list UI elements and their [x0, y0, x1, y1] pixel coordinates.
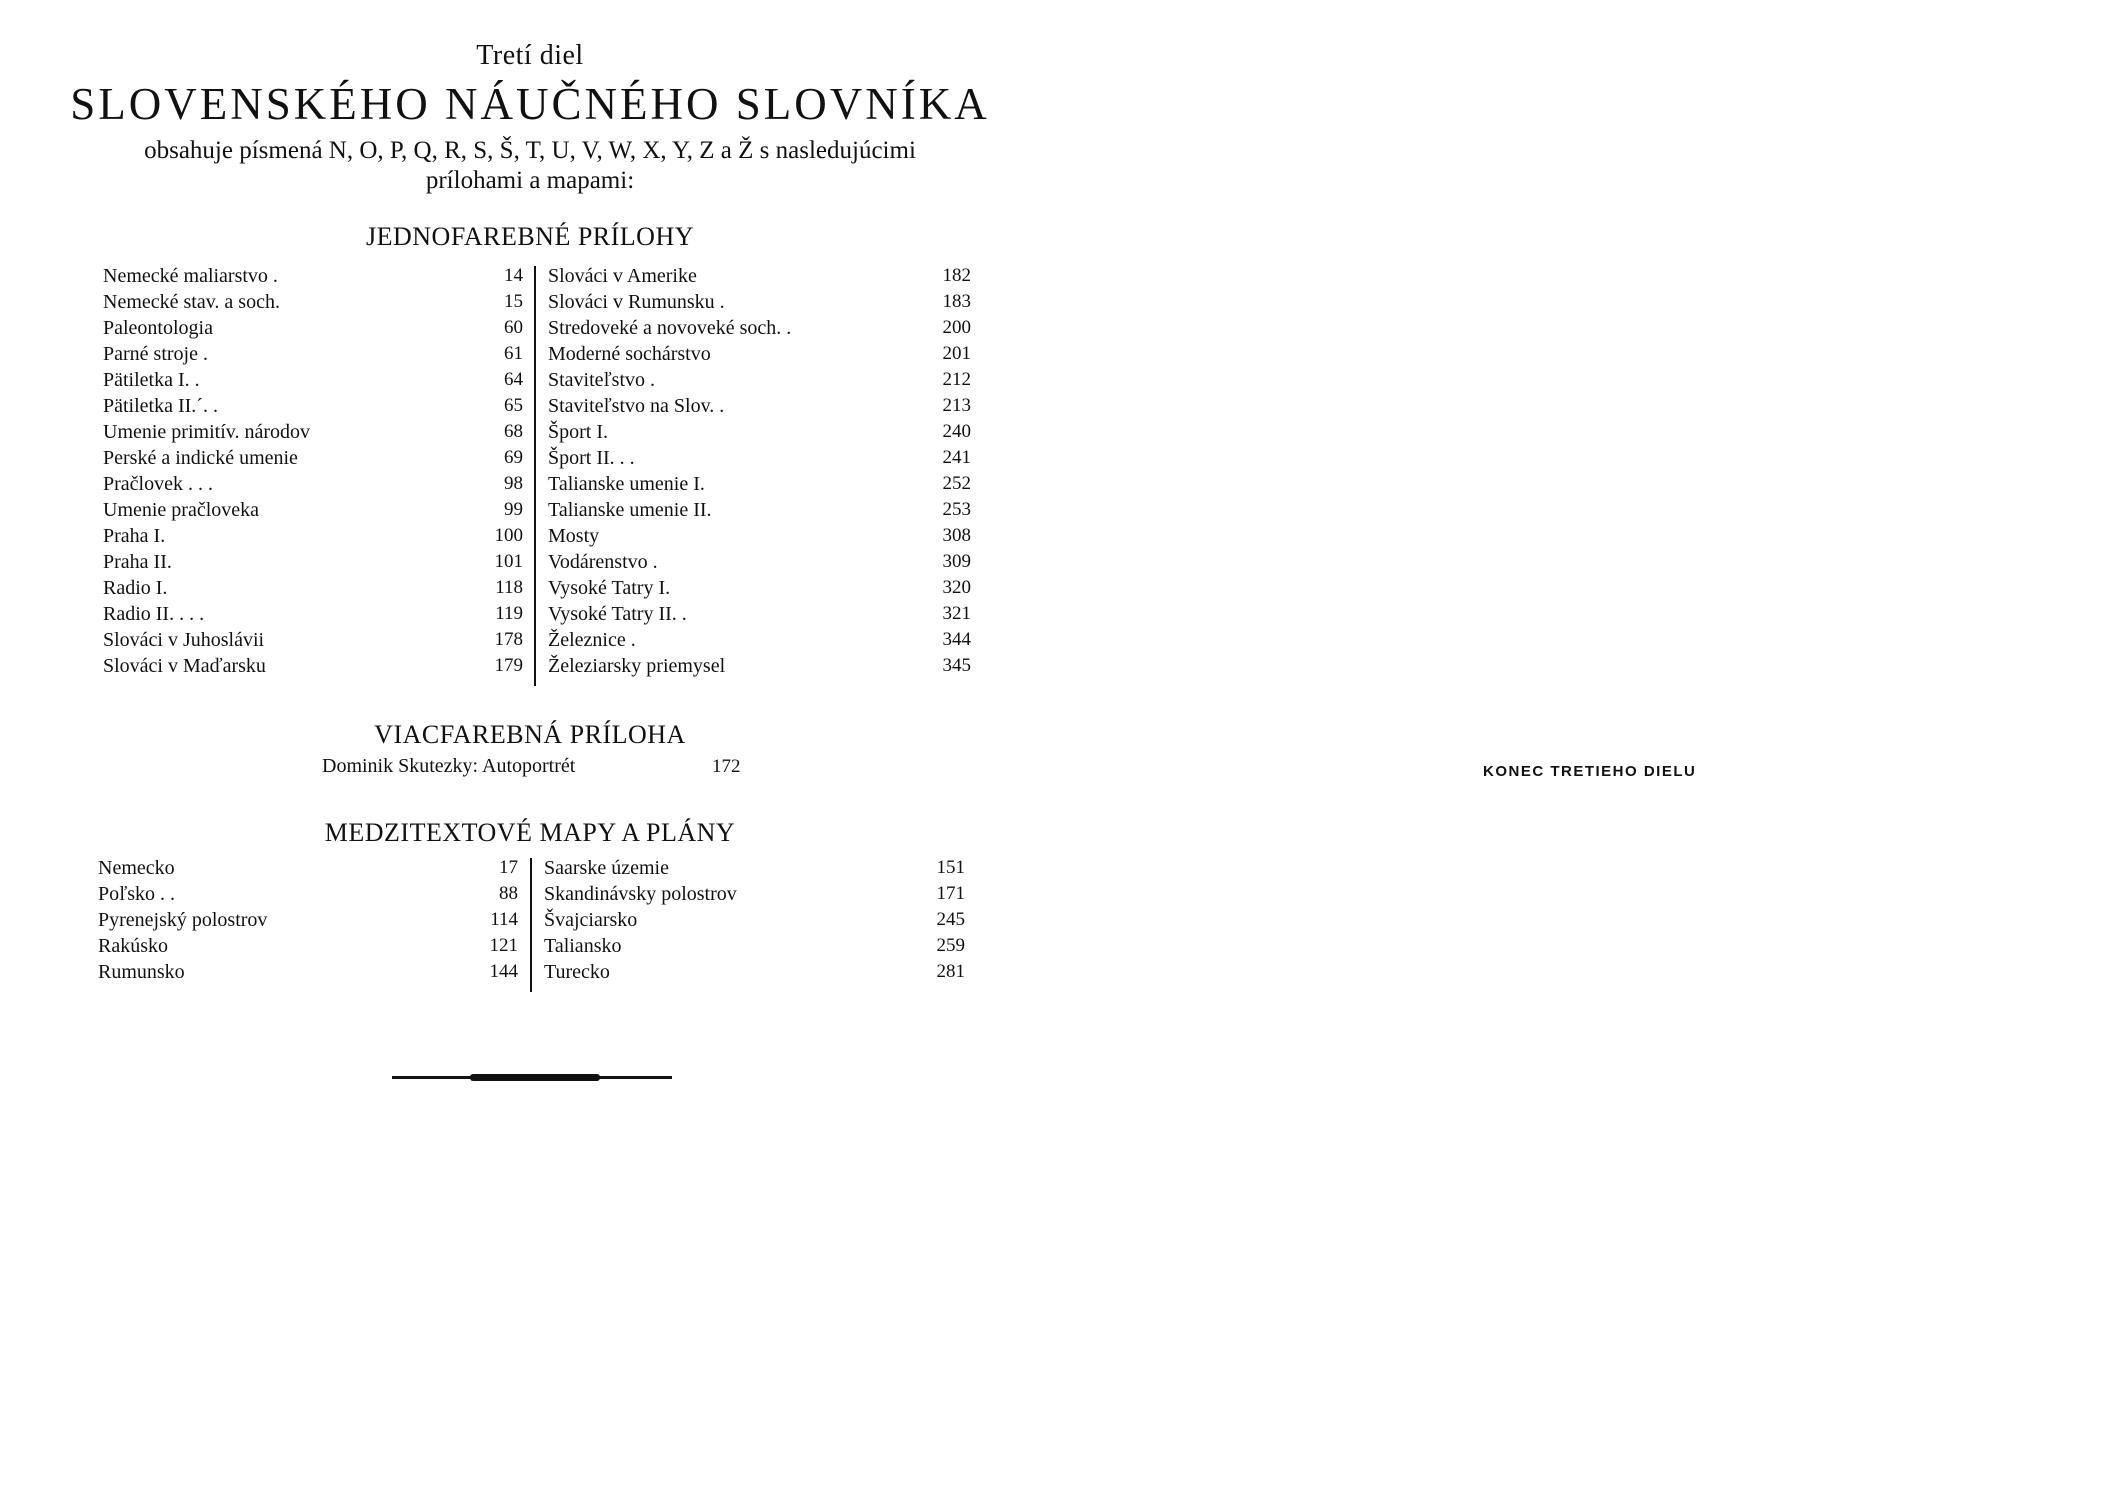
entry-label: Talianske umenie I. — [548, 473, 705, 495]
entry-label: Nemecké stav. a soch. — [103, 291, 280, 313]
index-entry — [548, 393, 971, 419]
entry-label: Rumunsko — [98, 961, 185, 983]
index-entry — [103, 575, 523, 601]
monochrome-list-right — [548, 263, 971, 679]
index-entry — [103, 653, 523, 679]
entry-label: Stredoveké a novoveké soch. . — [548, 317, 792, 339]
entry-label: Slováci v Juhoslávii — [103, 629, 265, 651]
column-divider — [534, 266, 536, 686]
entry-label: Slováci v Rumunsku . — [548, 291, 725, 313]
entry-label: Slováci v Maďarsku — [103, 655, 266, 677]
entry-label: Nemecko — [98, 857, 175, 879]
entry-label: Taliansko — [544, 935, 622, 957]
entry-page: 17 — [499, 857, 518, 878]
entry-label: Šport I. — [548, 421, 608, 443]
entry-page: 88 — [499, 883, 518, 904]
index-entry — [548, 341, 971, 367]
entry-label: Vodárenstvo . — [548, 551, 658, 573]
entry-label: Vysoké Tatry I. — [548, 577, 671, 599]
entry-label: Perské a indické umenie — [103, 447, 298, 469]
entry-page: 345 — [942, 655, 971, 676]
index-entry — [548, 419, 971, 445]
index-entry — [103, 263, 523, 289]
maps-list-right — [544, 855, 965, 985]
volume-line: Tretí diel — [476, 40, 584, 71]
entry-page: 64 — [504, 369, 523, 390]
index-entry — [98, 855, 518, 881]
index-entry — [548, 497, 971, 523]
index-entry — [548, 653, 971, 679]
entry-page: 178 — [494, 629, 523, 650]
index-entry — [548, 627, 971, 653]
entry-page: 308 — [942, 525, 971, 546]
entry-label: Parné stroje . — [103, 343, 208, 365]
entry-label: Talianske umenie II. — [548, 499, 712, 521]
entry-page: 252 — [942, 473, 971, 494]
index-entry — [544, 855, 965, 881]
entry-page: 183 — [942, 291, 971, 312]
contents-description — [0, 136, 1060, 196]
entry-label: Železnice . — [548, 629, 636, 651]
entry-page: 99 — [504, 499, 523, 520]
entry-label: Nemecké maliarstvo . — [103, 265, 278, 287]
entry-page: 15 — [504, 291, 523, 312]
entry-page: 100 — [494, 525, 523, 546]
entry-page: 253 — [942, 499, 971, 520]
index-entry — [103, 497, 523, 523]
index-entry — [548, 575, 971, 601]
entry-label: Turecko — [544, 961, 610, 983]
index-entry — [103, 315, 523, 341]
entry-label: Vysoké Tatry II. . — [548, 603, 687, 625]
index-entry — [103, 549, 523, 575]
entry-label: Saarske územie — [544, 857, 669, 879]
entry-page: 61 — [504, 343, 523, 364]
entry-page: 201 — [942, 343, 971, 364]
entry-label: Staviteľstvo na Slov. . — [548, 395, 725, 417]
ornamental-rule-accent — [470, 1074, 600, 1081]
index-entry — [548, 367, 971, 393]
entry-label: Pätiletka II.´. . — [103, 395, 218, 417]
index-entry — [544, 907, 965, 933]
entry-label: Rakúsko — [98, 935, 168, 957]
entry-label: Praha I. — [103, 525, 166, 547]
entry-label: Umenie primitív. národov — [103, 421, 310, 443]
entry-page: 179 — [494, 655, 523, 676]
entry-label: Staviteľstvo . — [548, 369, 656, 391]
index-entry — [103, 289, 523, 315]
contents-line-1: obsahuje písmená N, O, P, Q, R, S, Š, T, U, V, W, X, Y, Z a Ž s nasledujúcimi — [144, 137, 916, 164]
index-entry — [98, 959, 518, 985]
index-entry — [548, 523, 971, 549]
index-entry — [98, 881, 518, 907]
entry-page: 240 — [942, 421, 971, 442]
index-entry — [548, 315, 971, 341]
entry-page: 101 — [494, 551, 523, 572]
index-entry — [548, 263, 971, 289]
entry-page: 200 — [942, 317, 971, 338]
entry-label: Pätiletka I. . — [103, 369, 200, 391]
entry-page: 259 — [936, 935, 965, 956]
section-heading-multicolor: VIACFAREBNÁ PRÍLOHA — [374, 720, 686, 749]
entry-page: 172 — [712, 756, 741, 777]
entry-label: Pračlovek . . . — [103, 473, 213, 495]
column-divider — [530, 858, 532, 992]
entry-page: 65 — [504, 395, 523, 416]
entry-page: 98 — [504, 473, 523, 494]
index-entry — [548, 445, 971, 471]
entry-label: Praha II. — [103, 551, 172, 573]
index-entry — [103, 393, 523, 419]
index-entry — [103, 601, 523, 627]
entry-page: 344 — [942, 629, 971, 650]
entry-label: Železiarsky priemysel — [548, 655, 726, 677]
left-page — [0, 0, 1000, 1500]
entry-label: Dominik Skutezky: Autoportrét — [322, 755, 576, 777]
entry-page: 60 — [504, 317, 523, 338]
entry-page: 212 — [942, 369, 971, 390]
index-entry — [103, 445, 523, 471]
index-entry — [544, 933, 965, 959]
entry-page: 213 — [942, 395, 971, 416]
index-entry — [548, 549, 971, 575]
index-entry — [98, 907, 518, 933]
entry-label: Paleontologia — [103, 317, 213, 339]
entry-page: 171 — [936, 883, 965, 904]
entry-page: 69 — [504, 447, 523, 468]
entry-page: 68 — [504, 421, 523, 442]
entry-label: Slováci v Amerike — [548, 265, 697, 287]
entry-label: Umenie pračloveka — [103, 499, 260, 521]
entry-label: Poľsko . . — [98, 883, 176, 905]
entry-label: Radio II. . . . — [103, 603, 205, 625]
index-entry — [544, 959, 965, 985]
section-heading-maps: MEDZITEXTOVÉ MAPY A PLÁNY — [324, 818, 736, 847]
end-note: KONEC TRETIEHO DIELU — [1483, 763, 1697, 780]
entry-page: 151 — [936, 857, 965, 878]
entry-page: 144 — [489, 961, 518, 982]
index-entry — [103, 419, 523, 445]
index-entry — [103, 367, 523, 393]
index-entry — [103, 341, 523, 367]
entry-label: Radio I. — [103, 577, 168, 599]
entry-label: Skandinávsky polostrov — [544, 883, 737, 905]
entry-page: 119 — [495, 603, 523, 624]
entry-page: 118 — [495, 577, 523, 598]
entry-label: Pyrenejský polostrov — [98, 909, 268, 931]
entry-page: 182 — [942, 265, 971, 286]
index-entry — [103, 471, 523, 497]
entry-label: Moderné sochárstvo — [548, 343, 711, 365]
contents-line-2: prílohami a mapami: — [425, 167, 635, 194]
section-heading-monochrome: JEDNOFAREBNÉ PRÍLOHY — [365, 222, 695, 251]
entry-page: 241 — [942, 447, 971, 468]
index-entry — [548, 471, 971, 497]
multicolor-entry — [322, 755, 741, 778]
index-entry — [548, 289, 971, 315]
entry-page: 281 — [936, 961, 965, 982]
entry-page: 245 — [936, 909, 965, 930]
entry-page: 320 — [942, 577, 971, 598]
index-entry — [103, 627, 523, 653]
monochrome-list-left — [103, 263, 523, 679]
page-title: SLOVENSKÉHO NÁUČNÉHO SLOVNÍKA — [70, 79, 990, 129]
index-entry — [98, 933, 518, 959]
entry-label: Šport II. . . — [548, 447, 635, 469]
entry-page: 114 — [490, 909, 518, 930]
index-entry — [103, 523, 523, 549]
maps-list-left — [98, 855, 518, 985]
entry-page: 121 — [489, 935, 518, 956]
index-entry — [548, 601, 971, 627]
entry-page: 309 — [942, 551, 971, 572]
entry-label: Mosty — [548, 525, 600, 547]
index-entry — [544, 881, 965, 907]
entry-page: 14 — [504, 265, 523, 286]
entry-label: Švajciarsko — [544, 909, 638, 931]
entry-page: 321 — [942, 603, 971, 624]
